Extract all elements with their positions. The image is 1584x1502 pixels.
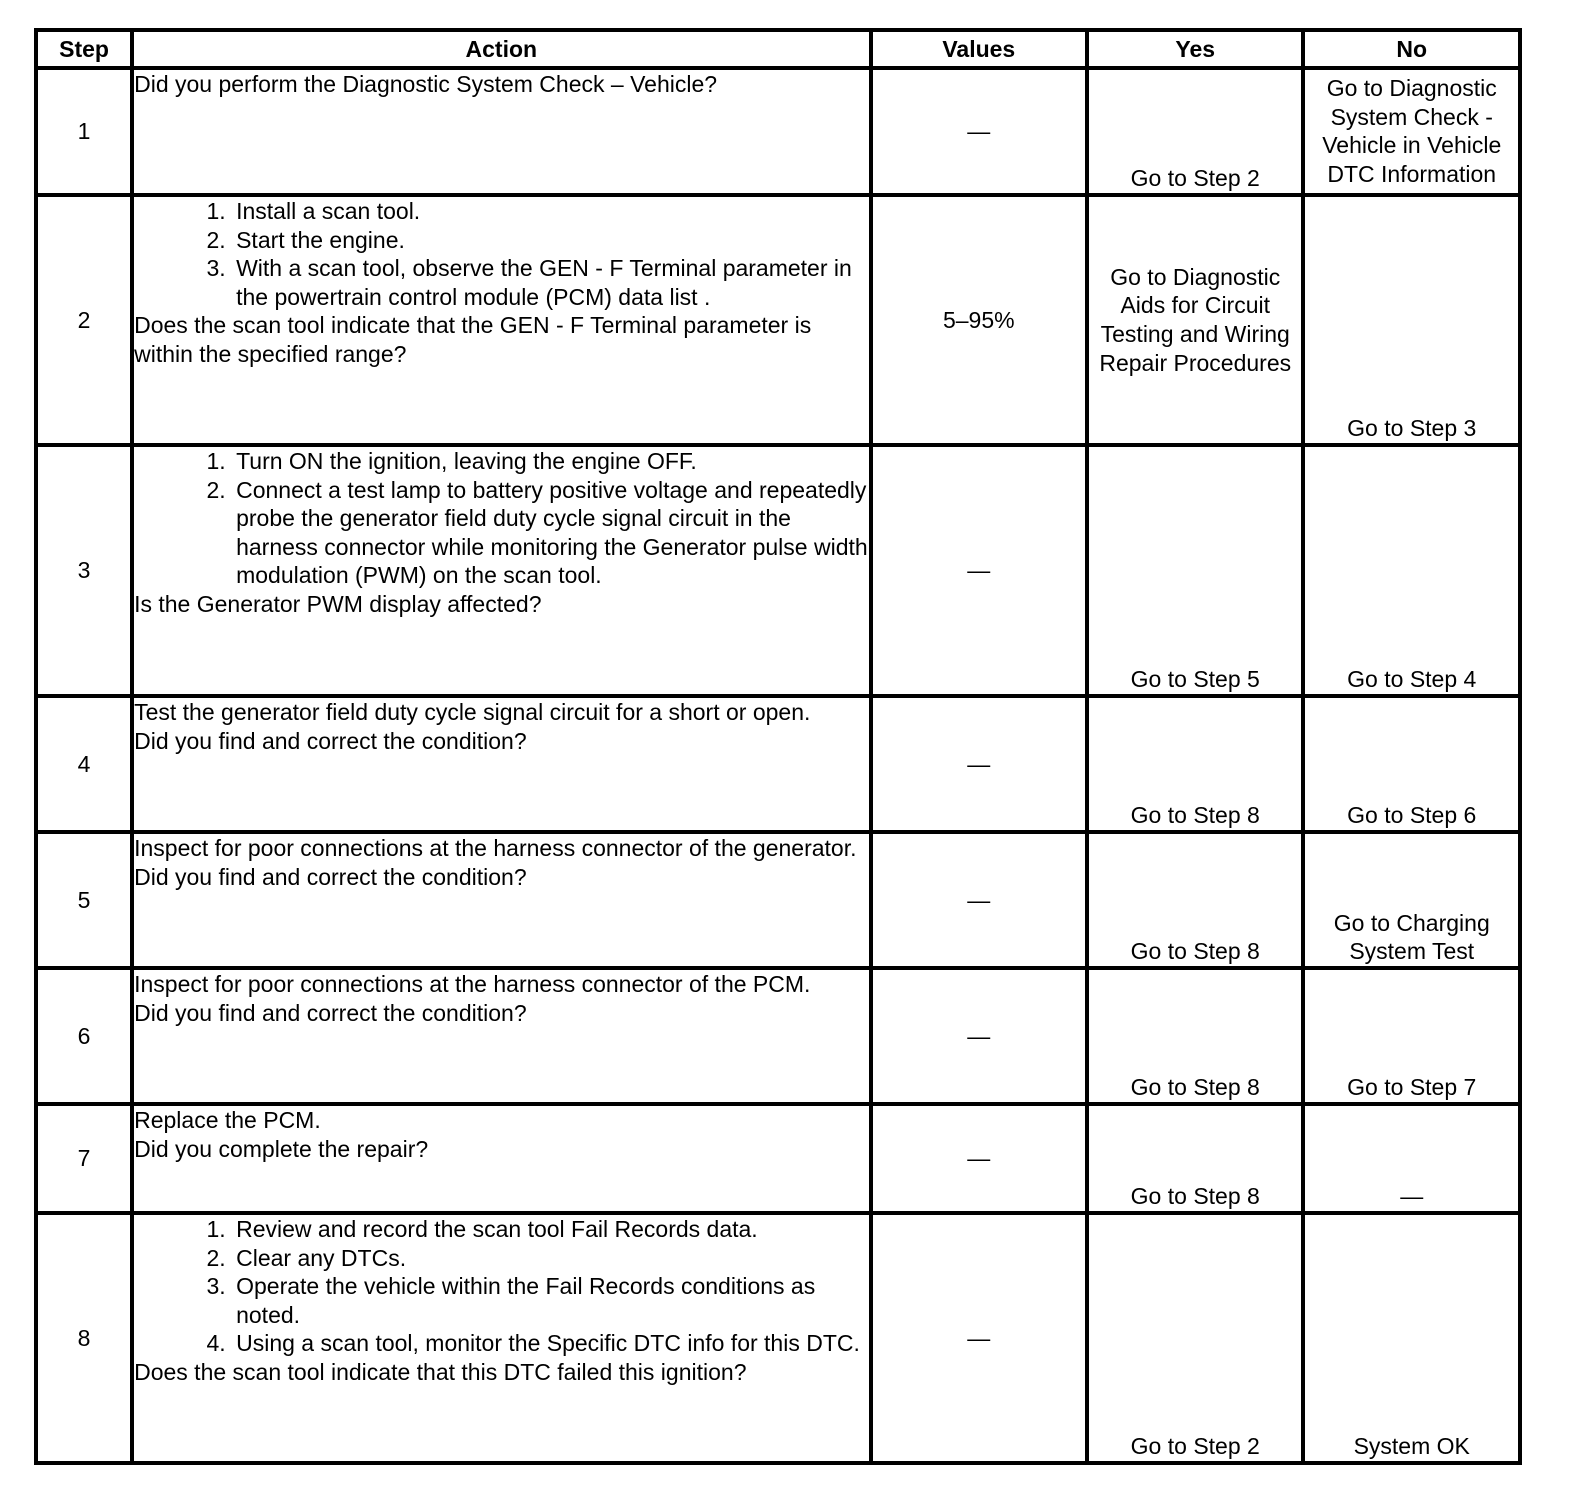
values-cell: — — [871, 1213, 1087, 1463]
action-question: Does the scan tool indicate that this DTC failed this ignition? — [134, 1358, 747, 1385]
action-cell — [132, 445, 870, 696]
header-row — [36, 30, 1520, 68]
values-cell: — — [871, 445, 1087, 696]
table-row — [36, 832, 1520, 968]
list-item: 1. Turn ON the ignition, leaving the engine OFF. — [232, 447, 868, 476]
no-cell: System OK — [1303, 1213, 1520, 1463]
list-item: 4. Using a scan tool, monitor the Specific DTC info for this DTC. — [232, 1329, 868, 1358]
step-number: 8 — [36, 1213, 132, 1463]
list-item: 3. Operate the vehicle within the Fail Records conditions as noted. — [232, 1272, 868, 1329]
step-number: 1 — [36, 68, 132, 195]
header-yes: Yes — [1087, 30, 1303, 68]
action-cell — [132, 968, 870, 1104]
no-cell: Go to Step 6 — [1303, 696, 1520, 832]
diagnostic-table — [34, 28, 1522, 1465]
table-row — [36, 696, 1520, 832]
list-item: 2. Connect a test lamp to battery positive voltage and repeatedly probe the generator field duty cycle signal circuit in the harness connector while monitoring the Generator pulse width modulation (PWM) on the scan tool. — [232, 476, 868, 590]
header-no: No — [1303, 30, 1520, 68]
step-number: 6 — [36, 968, 132, 1104]
no-cell: Go to Charging System Test — [1303, 832, 1520, 968]
yes-cell: Go to Step 5 — [1087, 445, 1303, 696]
list-item: 1. Review and record the scan tool Fail Records data. — [232, 1215, 868, 1244]
action-question: Is the Generator PWM display affected? — [134, 590, 542, 617]
table-row — [36, 195, 1520, 445]
action-cell — [132, 696, 870, 832]
action-cell — [132, 1104, 870, 1213]
action-text: Did you perform the Diagnostic System Check – Vehicle? — [134, 71, 718, 97]
yes-cell: Go to Step 2 — [1087, 68, 1303, 195]
values-cell: — — [871, 832, 1087, 968]
list-item: 3. With a scan tool, observe the GEN - F Terminal parameter in the powertrain control module (PCM) data list . — [232, 254, 868, 311]
action-text: Test the generator field duty cycle signal circuit for a short or open. — [134, 699, 811, 725]
values-cell: — — [871, 68, 1087, 195]
action-question: Did you complete the repair? — [134, 1135, 429, 1162]
yes-cell: Go to Step 8 — [1087, 968, 1303, 1104]
table-row — [36, 1213, 1520, 1463]
table-row — [36, 968, 1520, 1104]
list-item: 1. Install a scan tool. — [232, 197, 868, 226]
action-text: Inspect for poor connections at the harness connector of the PCM. — [134, 971, 811, 997]
table-row — [36, 445, 1520, 696]
action-text: Inspect for poor connections at the harness connector of the generator. — [134, 835, 857, 861]
no-cell: Go to Step 3 — [1303, 195, 1520, 445]
step-number: 2 — [36, 195, 132, 445]
no-cell: — — [1303, 1104, 1520, 1213]
header-values: Values — [871, 30, 1087, 68]
step-number: 7 — [36, 1104, 132, 1213]
yes-cell: Go to Step 8 — [1087, 1104, 1303, 1213]
values-cell: 5–95% — [871, 195, 1087, 445]
action-text: Replace the PCM. — [134, 1107, 321, 1133]
no-cell: Go to Diagnostic System Check - Vehicle in Vehicle DTC Information — [1303, 68, 1520, 195]
step-number: 3 — [36, 445, 132, 696]
table-row — [36, 1104, 1520, 1213]
action-question: Did you find and correct the condition? — [134, 999, 527, 1026]
values-cell: — — [871, 696, 1087, 832]
action-steps-list — [134, 1215, 868, 1358]
action-question: Does the scan tool indicate that the GEN - F Terminal parameter is within the specified range? — [134, 312, 812, 367]
step-number: 4 — [36, 696, 132, 832]
step-number: 5 — [36, 832, 132, 968]
values-cell: — — [871, 968, 1087, 1104]
yes-cell: Go to Step 2 — [1087, 1213, 1303, 1463]
table-row — [36, 68, 1520, 195]
list-item: 2. Start the engine. — [232, 226, 868, 255]
action-cell — [132, 68, 870, 195]
action-steps-list — [134, 197, 868, 311]
action-cell — [132, 195, 870, 445]
action-cell — [132, 832, 870, 968]
action-question: Did you find and correct the condition? — [134, 863, 527, 890]
header-action: Action — [132, 30, 870, 68]
yes-cell: Go to Step 8 — [1087, 832, 1303, 968]
list-item: 2. Clear any DTCs. — [232, 1244, 868, 1273]
values-cell: — — [871, 1104, 1087, 1213]
action-cell — [132, 1213, 870, 1463]
header-step: Step — [36, 30, 132, 68]
action-steps-list — [134, 447, 868, 590]
action-question: Did you find and correct the condition? — [134, 727, 527, 754]
no-cell: Go to Step 4 — [1303, 445, 1520, 696]
yes-cell: Go to Step 8 — [1087, 696, 1303, 832]
yes-cell: Go to Diagnostic Aids for Circuit Testing and Wiring Repair Procedures — [1087, 195, 1303, 445]
no-cell: Go to Step 7 — [1303, 968, 1520, 1104]
